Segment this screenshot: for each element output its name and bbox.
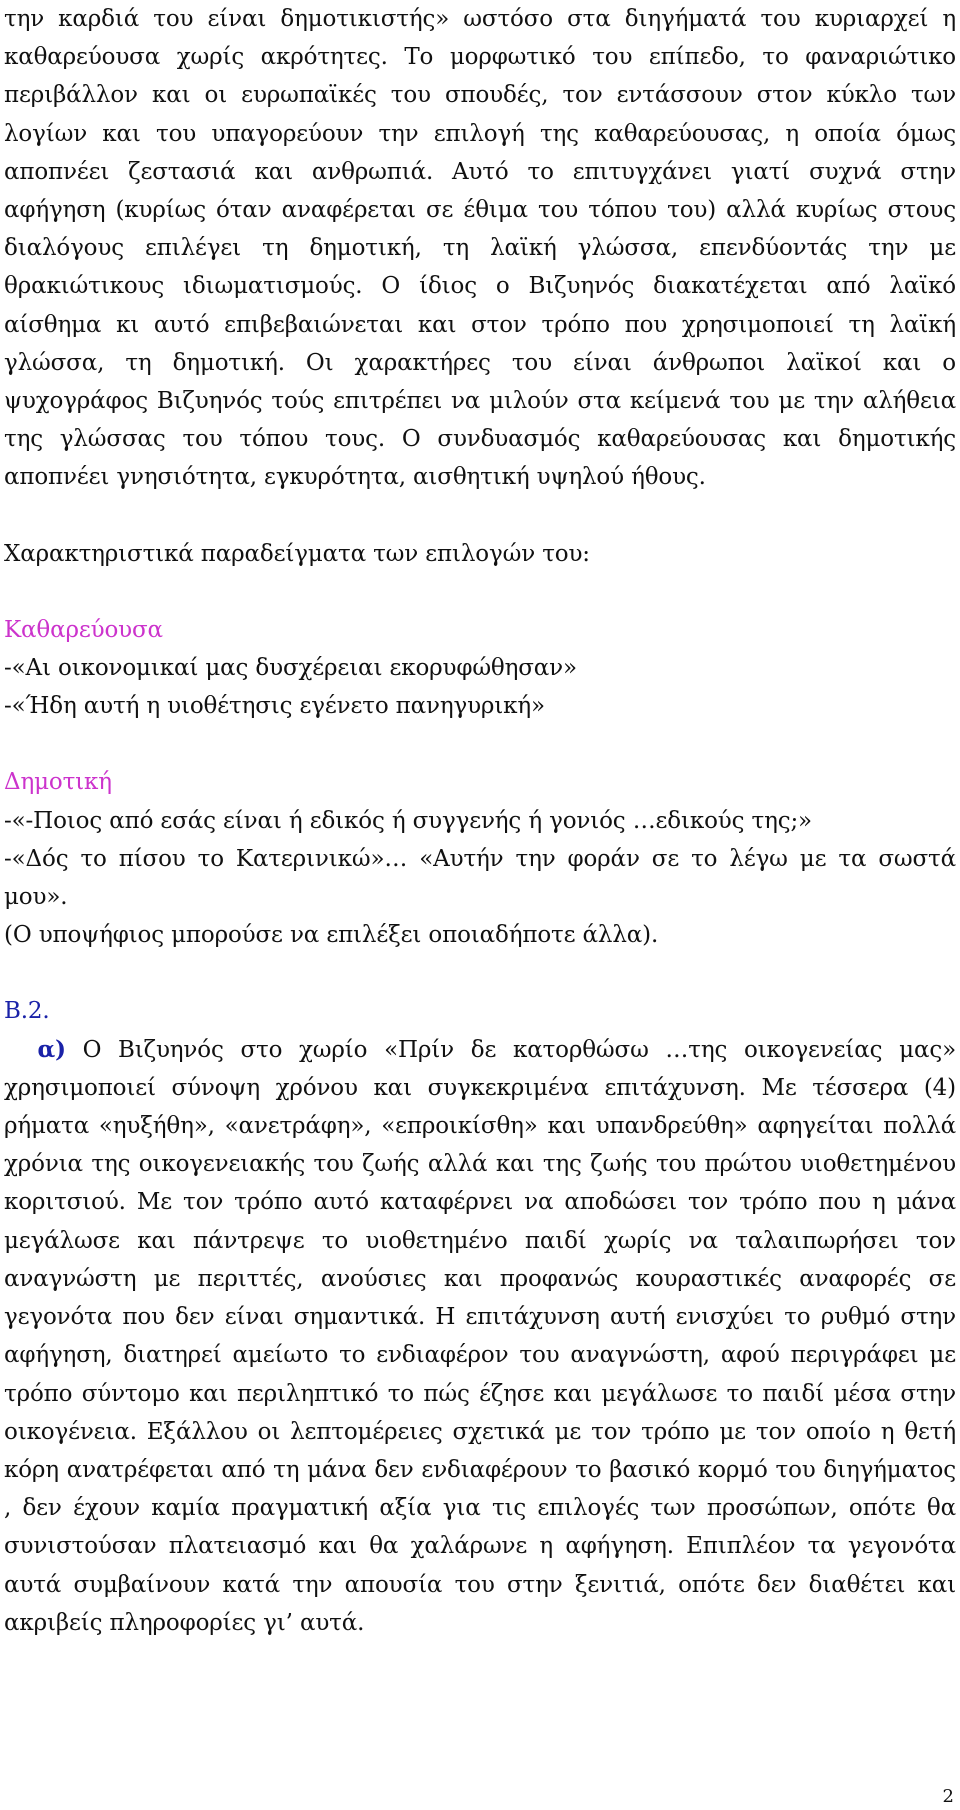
katharevousa-heading: Καθαρεύουσα <box>4 616 163 643</box>
dimotiki-example: -«-Ποιος από εσάς είναι ή εδικός ή συγγενής ή γονιός …εδικούς της;» <box>4 807 812 834</box>
dimotiki-example: -«Δός το πίσου το Κατερινικώ»… «Αυτήν την φοράν σε το λέγω με τα σωστά μου». <box>4 845 956 911</box>
candidate-note: (Ο υποψήφιος μπορούσε να επιλέξει οποιαδήποτε άλλα). <box>4 922 659 949</box>
section-b2-heading: Β.2. <box>4 998 50 1025</box>
document-content <box>4 0 956 1642</box>
spacer <box>4 725 956 763</box>
section-b2-text: Ο Βιζυηνός στο χωρίο «Πρίν δε κατορθώσω …της οικογενείας μας» χρησιμοποιεί σύνοψη χρόνου και συγκεκριμένα επιτάχυνση. Με τέσσερα (4) ρήματα «ηυξήθη», «ανετράφη», «επροικίσθη» και υπανδρεύθη» αφηγείται πολλά χρόνια της οικογενειακής του ζωής αλλά και της ζωής του πρώτου υιοθετημένου κοριτσιού. Με τον τρόπο αυτό καταφέρνει να αποδώσει τον τρόπο που η μάνα μεγάλωσε και πάντρεψε το υιοθετημένο παιδί χωρίς να ταλαιπωρήσει τον αναγνώστη με περιττές, ανούσιες και προφανώς κουραστικές αναφορές σε γεγονότα που δεν είναι σημαντικά. Η επιτάχυνση αυτή ενισχύει το ρυθμό στην αφήγηση, διατηρεί αμείωτο το ενδιαφέρον του αναγνώστη, αφού περιγράφει με τρόπο σύντομο και περιληπτικό το πώς έζησε και μεγάλωσε το παιδί μέσα στην οικογένεια. Εξάλλου οι λεπτομέρειες σχετικά με τον τρόπο με τον οποίο η θετή κόρη ανατρέφεται από τη μάνα δεν ενδιαφέρουν το βασικό κορμό του διηγήματος , δεν έχουν καμία πραγματική αξία για τις επιλογές των προσώπων, οπότε θα συνιστούσαν πλατειασμό και θα χαλάρωνε η αφήγηση. Επιπλέον τα γεγονότα αυτά συμβαίνουν κατά την απουσία του στην ξενιτιά, οπότε δεν διαθέτει και ακριβείς πληροφορίες γι’ αυτά. <box>4 1036 956 1636</box>
katharevousa-example: -«Αι οικονομικαί μας δυσχέρειαι εκορυφώθησαν» <box>4 655 577 682</box>
katharevousa-example: -«Ήδη αυτή η υιοθέτησις εγένετο πανηγυρική» <box>4 693 545 720</box>
body-paragraph: την καρδιά του είναι δημοτικιστής» ωστόσο στα διηγήματά του κυριαρχεί η καθαρεύουσα χωρίς ακρότητες. Το μορφωτικό του επίπεδο, το φαναριώτικο περιβάλλον και οι ευρωπαϊκές του σπουδές, τον εντάσσουν στον κύκλο των λογίων και του υπαγορεύουν την επιλογή της καθαρεύουσας, η οποία όμως αποπνέει ζεστασιά και ανθρωπιά. Αυτό το επιτυγχάνει γιατί συχνά στην αφήγηση (κυρίως όταν αναφέρεται σε έθιμα του τόπου του) αλλά κυρίως στους διαλόγους επιλέγει τη δημοτική, τη λαϊκή γλώσσα, επενδύοντάς την με θρακιώτικους ιδιωματισμούς. Ο ίδιος ο Βιζυηνός διακατέχεται από λαϊκό αίσθημα κι αυτό επιβεβαιώνεται και στον τρόπο που χρησιμοποιεί τη λαϊκή γλώσσα, τη δημοτική. Οι χαρακτήρες του είναι άνθρωποι λαϊκοί και ο ψυχογράφος Βιζυηνός τούς επιτρέπει να μιλούν στα κείμενά του με την αλήθεια της γλώσσας του τόπου τους. Ο συνδυασμός καθαρεύουσας και δημοτικής αποπνέει γνησιότητα, εγκυρότητα, αισθητική υψηλού ήθους. <box>4 6 956 491</box>
spacer <box>4 573 956 611</box>
examples-intro: Χαρακτηριστικά παραδείγματα των επιλογών του: <box>4 540 590 567</box>
section-b2-paragraph <box>4 1031 956 1642</box>
page-number: 2 <box>942 1786 954 1807</box>
spacer <box>4 497 956 535</box>
spacer <box>4 954 956 992</box>
subquestion-label: α) <box>37 1035 66 1063</box>
dimotiki-heading: Δημοτική <box>4 769 112 796</box>
